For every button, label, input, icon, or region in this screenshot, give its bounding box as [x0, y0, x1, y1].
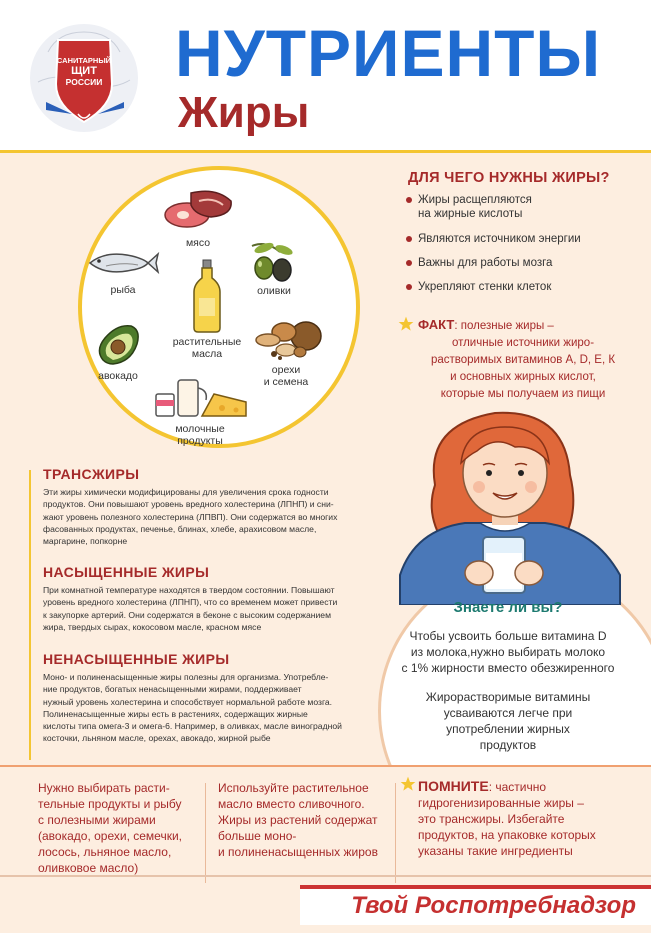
tip1-line: лосось, льняное масло, — [38, 845, 172, 859]
section-line: кислоты типа омега-3 и омега-6. Например, в оливках, масле виноградной — [43, 721, 342, 732]
trans-fats-section — [35, 466, 377, 547]
food-olives — [242, 238, 306, 297]
fact-line1: : полезные жиры – — [454, 320, 554, 332]
list-item — [406, 256, 646, 270]
dairy-label — [150, 423, 250, 447]
dairy-label-line2: продукты — [177, 435, 223, 447]
section-line: Полиненасыщенные жиры есть в растениях, содержащих жирные — [43, 708, 308, 719]
section-line: продуктов. Они повышают уровень вредного холестерина (ЛПНП) и сни- — [43, 499, 334, 510]
star-icon — [398, 316, 414, 332]
remember-line: указаны такие ингредиенты — [418, 844, 573, 858]
dairy-label-line1: молочные — [175, 423, 225, 435]
know-p2-line1: Жирорастворимые витамины — [425, 690, 591, 704]
tip1-line: (авокадо, орехи, семечки, — [38, 829, 182, 843]
food-oil — [170, 258, 244, 360]
section-title: ТРАНСЖИРЫ — [43, 466, 140, 482]
section-line: фасованных продуктах, печенье, блинах, хлебе, арахисовом масле, — [43, 523, 317, 534]
why-fats-title: ДЛЯ ЧЕГО НУЖНЫ ЖИРЫ? — [408, 170, 610, 186]
unsaturated-fats-section — [35, 651, 377, 745]
list-item — [406, 193, 646, 221]
girl-with-milk-illustration — [395, 405, 625, 605]
know-p1-line1: Чтобы усвоить больше витамина D — [409, 629, 607, 643]
tip1-line: оливковое масло) — [38, 861, 139, 875]
tip2-line: Используйте растительное — [218, 781, 369, 795]
oil-label-line1: растительные — [172, 336, 242, 348]
tip2-line: и полиненасыщенных жиров — [218, 845, 378, 859]
fish-label: рыба — [110, 284, 136, 296]
fact-line2: отличные источники жиро- — [451, 337, 595, 349]
did-you-know-title: Знаете ли вы? — [453, 599, 563, 616]
section-line: Моно- и полиненасыщенные жиры полезны для организма. Употребле- — [43, 672, 329, 682]
why-fats-list — [406, 193, 646, 294]
section-line: Эти жиры химически модифицированы для увеличения срока годности — [43, 487, 329, 497]
section-line: ние продуктов, богатых ненасыщенными жирами, поддерживает — [43, 684, 302, 695]
oil-label — [170, 336, 244, 360]
fact-text — [398, 316, 638, 403]
list-item — [406, 280, 646, 294]
sanitary-shield-logo — [28, 22, 140, 134]
logo-line2: ЩИТ — [71, 65, 97, 77]
remember-line: это трансжиры. Избегайте — [418, 812, 565, 826]
meat-label: мясо — [185, 237, 211, 249]
section-line: уровень вредного холестерина (ЛПНП), что со временем может привести — [43, 597, 338, 608]
why-item-3: Важны для работы мозга — [418, 257, 553, 269]
know-p2-line3: употреблении жирных — [446, 722, 570, 736]
section-line: жира, твердых сырах, кокосовом масле, красном мясе — [43, 621, 262, 632]
tip2-line: больше моно- — [218, 829, 297, 843]
meat-icon — [161, 185, 235, 231]
remember-line: : частично — [488, 780, 547, 794]
section-line: жают уровень полезного холестерина (ЛПВП). Они содержатся во многих — [43, 511, 338, 522]
section-body — [35, 584, 377, 633]
oil-label-line2: масла — [191, 348, 223, 360]
dairy-icon — [150, 372, 250, 420]
left-accent-bar — [29, 470, 31, 760]
section-title: НАСЫЩЕННЫЕ ЖИРЫ — [43, 564, 210, 580]
section-line: При комнатной температуре находятся в твердом состоянии. Повышают — [43, 585, 335, 595]
section-line: нужный уровень холестерина и способствует нормальной работе мозга. — [43, 696, 333, 707]
nuts-label-line2: и семена — [263, 376, 309, 388]
why-item-2: Являются источником энергии — [418, 233, 581, 245]
section-body — [35, 671, 377, 745]
header — [0, 0, 651, 150]
nuts-label-line1: орехи — [271, 364, 301, 376]
food-dairy — [150, 372, 250, 447]
fact-body — [408, 335, 638, 403]
food-meat — [158, 185, 238, 249]
bottom-column-divider — [395, 783, 396, 883]
fact-line5: которые мы получаем из пищи — [440, 388, 606, 400]
avocado-label: авокадо — [98, 370, 138, 382]
olives-icon — [246, 238, 302, 284]
logo-line3: РОССИИ — [65, 77, 103, 87]
section-body — [35, 486, 377, 547]
star-icon — [400, 776, 416, 792]
remember-label: ПОМНИТЕ — [418, 778, 489, 794]
footer-brand: Твой Роспотребнадзор — [351, 892, 636, 919]
fact-label: ФАКТ — [418, 317, 455, 332]
food-avocado — [82, 322, 154, 382]
remember-block — [418, 778, 643, 859]
fact-line3: растворимых витаминов А, D, Е, К — [430, 354, 616, 366]
saturated-fats-section — [35, 564, 377, 633]
know-p1-line2: из молока,нужно выбирать молоко — [410, 645, 606, 659]
section-line: к закупорке артерий. Они содержатся в беконе с высоким содержанием — [43, 609, 331, 620]
food-fish — [84, 248, 162, 296]
fish-icon — [86, 248, 160, 278]
tip-plant-fish — [38, 780, 203, 876]
nuts-label — [244, 364, 328, 388]
know-p2-line4: продуктов — [479, 738, 537, 752]
page-subtitle: Жиры — [178, 88, 310, 137]
bottom-column-divider — [205, 783, 206, 883]
why-item-1-line2: на жирные кислоты — [418, 208, 523, 220]
list-item — [406, 232, 646, 246]
know-p2-line2: усваиваются легче при — [443, 706, 573, 720]
logo-text — [28, 55, 140, 88]
section-line: косточки, льняном масле, орехах, авокадо, жирной рыбе — [43, 733, 271, 744]
tip2-line: Жиры из растений содержат — [218, 813, 378, 827]
olives-label: оливки — [257, 285, 291, 297]
why-item-1-line1: Жиры расщепляются — [418, 194, 532, 206]
remember-line: продуктов, на упаковке которых — [418, 828, 596, 842]
oil-bottle-icon — [192, 258, 222, 334]
avocado-icon — [93, 322, 143, 366]
tip1-line: с полезными жирами — [38, 813, 156, 827]
food-nuts — [244, 318, 328, 388]
remember-line: гидрогенизированные жиры – — [418, 796, 584, 810]
fact-block — [398, 316, 638, 403]
did-you-know-text-1 — [378, 628, 638, 676]
page-title: НУТРИЕНТЫ — [175, 16, 602, 90]
did-you-know-text-2 — [378, 689, 638, 753]
section-line: маргарине, попкорне — [43, 536, 128, 547]
tip-plant-oil — [218, 780, 398, 860]
tip1-line: Нужно выбирать расти- — [38, 781, 170, 795]
logo-line1: САНИТАРНЫЙ — [56, 56, 112, 65]
know-p1-line3: с 1% жирности вместо обезжиренного — [401, 661, 615, 675]
nuts-icon — [248, 318, 324, 362]
why-item-4: Укрепляют стенки клеток — [418, 281, 552, 293]
section-title: НЕНАСЫЩЕННЫЕ ЖИРЫ — [43, 651, 230, 667]
tip1-line: тельные продукты и рыбу — [38, 797, 182, 811]
footer-divider — [0, 875, 651, 877]
fact-line4: и основных жирных кислот, — [450, 371, 596, 383]
tip2-line: масло вместо сливочного. — [218, 797, 365, 811]
